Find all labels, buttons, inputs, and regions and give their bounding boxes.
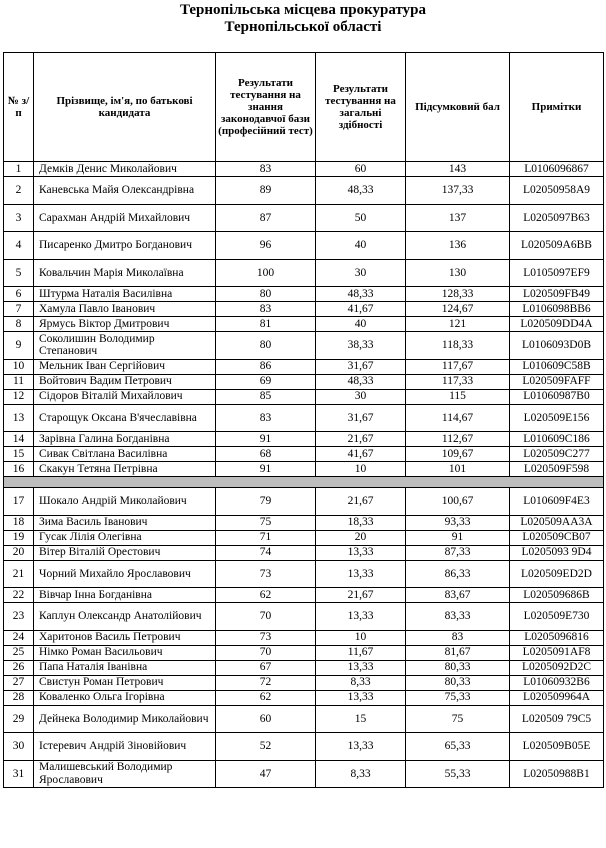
- table-row: [4, 447, 604, 462]
- cell-law: 73: [216, 560, 316, 588]
- separator-row: [4, 477, 604, 488]
- cell-general: 48,33: [316, 177, 406, 205]
- cell-num: 26: [4, 660, 34, 675]
- cell-num: 29: [4, 705, 34, 733]
- document-title: [0, 0, 606, 36]
- cell-note: L020509E730: [510, 603, 604, 631]
- cell-law: 67: [216, 660, 316, 675]
- cell-law: 71: [216, 530, 316, 545]
- cell-name: Папа Наталія Іванівна: [34, 660, 216, 675]
- cell-num: 14: [4, 432, 34, 447]
- cell-total: 137,33: [406, 177, 510, 205]
- table-row: [4, 259, 604, 287]
- header-row: [4, 53, 604, 162]
- table-row: [4, 302, 604, 317]
- cell-num: 7: [4, 302, 34, 317]
- cell-total: 137: [406, 204, 510, 232]
- cell-total: 118,33: [406, 332, 510, 360]
- cell-name: Зима Василь Іванович: [34, 515, 216, 530]
- cell-general: 13,33: [316, 690, 406, 705]
- cell-total: 100,67: [406, 488, 510, 516]
- cell-name: Вівчар Інна Богданівна: [34, 588, 216, 603]
- cell-note: L010609F4E3: [510, 488, 604, 516]
- table-row: [4, 317, 604, 332]
- table-row: [4, 645, 604, 660]
- cell-total: 83,67: [406, 588, 510, 603]
- cell-general: 48,33: [316, 374, 406, 389]
- cell-name: Малишевський Володимир Ярославович: [34, 760, 216, 788]
- cell-note: L02050988B1: [510, 760, 604, 788]
- cell-note: L02050958A9: [510, 177, 604, 205]
- cell-name: Харитонов Василь Петрович: [34, 630, 216, 645]
- cell-num: 2: [4, 177, 34, 205]
- cell-name: Штурма Наталія Василівна: [34, 287, 216, 302]
- cell-law: 91: [216, 432, 316, 447]
- cell-law: 73: [216, 630, 316, 645]
- cell-name: Мельник Іван Сергійович: [34, 359, 216, 374]
- cell-total: 93,33: [406, 515, 510, 530]
- cell-total: 65,33: [406, 733, 510, 761]
- cell-total: 80,33: [406, 675, 510, 690]
- title-line-1: Тернопільська місцева прокуратура: [179, 2, 427, 18]
- table-row: [4, 177, 604, 205]
- cell-law: 80: [216, 332, 316, 360]
- cell-note: L020509AA3A: [510, 515, 604, 530]
- table-row: [4, 690, 604, 705]
- cell-name: Войтович Вадим Петрович: [34, 374, 216, 389]
- cell-num: 10: [4, 359, 34, 374]
- cell-num: 16: [4, 462, 34, 477]
- cell-note: L0205091AF8: [510, 645, 604, 660]
- cell-law: 60: [216, 705, 316, 733]
- table-row: [4, 630, 604, 645]
- cell-total: 112,67: [406, 432, 510, 447]
- cell-num: 28: [4, 690, 34, 705]
- cell-num: 11: [4, 374, 34, 389]
- cell-total: 128,33: [406, 287, 510, 302]
- cell-name: Скакун Тетяна Петрівна: [34, 462, 216, 477]
- table-row: [4, 705, 604, 733]
- cell-name: Зарівна Галина Богданівна: [34, 432, 216, 447]
- cell-general: 13,33: [316, 603, 406, 631]
- cell-total: 109,67: [406, 447, 510, 462]
- cell-note: L020509686B: [510, 588, 604, 603]
- cell-general: 40: [316, 317, 406, 332]
- cell-note: L020509C277: [510, 447, 604, 462]
- table-row: [4, 660, 604, 675]
- cell-note: L020509E156: [510, 404, 604, 432]
- cell-name: Каневська Майя Олександрівна: [34, 177, 216, 205]
- table-row: [4, 530, 604, 545]
- cell-num: 17: [4, 488, 34, 516]
- cell-law: 70: [216, 603, 316, 631]
- cell-name: Свистун Роман Петрович: [34, 675, 216, 690]
- cell-law: 69: [216, 374, 316, 389]
- cell-total: 87,33: [406, 545, 510, 560]
- cell-law: 86: [216, 359, 316, 374]
- header-name: Прізвище, ім'я, по батькові кандидата: [34, 53, 216, 162]
- cell-note: L020509DD4A: [510, 317, 604, 332]
- cell-name: Соколишин Володимир Степанович: [34, 332, 216, 360]
- separator-cell: [4, 477, 604, 488]
- cell-law: 100: [216, 259, 316, 287]
- cell-name: Істеревич Андрій Зіновійович: [34, 733, 216, 761]
- cell-num: 6: [4, 287, 34, 302]
- cell-num: 12: [4, 389, 34, 404]
- cell-note: L0106096867: [510, 162, 604, 177]
- cell-num: 23: [4, 603, 34, 631]
- cell-total: 117,67: [406, 359, 510, 374]
- cell-law: 96: [216, 232, 316, 260]
- cell-general: 10: [316, 630, 406, 645]
- results-table: [3, 52, 604, 788]
- cell-note: L020509F598: [510, 462, 604, 477]
- cell-name: Писаренко Дмитро Богданович: [34, 232, 216, 260]
- cell-law: 52: [216, 733, 316, 761]
- cell-general: 15: [316, 705, 406, 733]
- cell-law: 68: [216, 447, 316, 462]
- header-general: Результати тестування на загальні здібності: [316, 53, 406, 162]
- cell-general: 11,67: [316, 645, 406, 660]
- table-row: [4, 733, 604, 761]
- cell-general: 41,67: [316, 447, 406, 462]
- cell-general: 31,67: [316, 404, 406, 432]
- cell-name: Ковальчин Марія Миколаївна: [34, 259, 216, 287]
- table-row: [4, 545, 604, 560]
- cell-general: 21,67: [316, 588, 406, 603]
- cell-name: Гусак Лілія Олегівна: [34, 530, 216, 545]
- cell-total: 143: [406, 162, 510, 177]
- cell-num: 9: [4, 332, 34, 360]
- cell-general: 40: [316, 232, 406, 260]
- cell-name: Каплун Олександр Анатолійович: [34, 603, 216, 631]
- cell-num: 3: [4, 204, 34, 232]
- header-law: Результати тестування на знання законодавчої бази (професійний тест): [216, 53, 316, 162]
- cell-name: Коваленко Ольга Ігорівна: [34, 690, 216, 705]
- cell-num: 20: [4, 545, 34, 560]
- table-row: [4, 287, 604, 302]
- cell-total: 80,33: [406, 660, 510, 675]
- cell-note: L010609C186: [510, 432, 604, 447]
- cell-general: 30: [316, 259, 406, 287]
- cell-name: Дейнека Володимир Миколайович: [34, 705, 216, 733]
- table-row: [4, 462, 604, 477]
- cell-note: L020509A6BB: [510, 232, 604, 260]
- cell-note: L010609C58B: [510, 359, 604, 374]
- table-row: [4, 162, 604, 177]
- cell-note: L020509 79C5: [510, 705, 604, 733]
- table-row: [4, 603, 604, 631]
- cell-total: 124,67: [406, 302, 510, 317]
- cell-total: 114,67: [406, 404, 510, 432]
- cell-law: 62: [216, 690, 316, 705]
- header-notes: Примітки: [510, 53, 604, 162]
- table-row: [4, 675, 604, 690]
- cell-name: Шокало Андрій Миколайович: [34, 488, 216, 516]
- cell-law: 91: [216, 462, 316, 477]
- cell-note: L01060932B6: [510, 675, 604, 690]
- table-row: [4, 588, 604, 603]
- cell-total: 101: [406, 462, 510, 477]
- cell-note: L020509FAFF: [510, 374, 604, 389]
- cell-general: 13,33: [316, 733, 406, 761]
- cell-name: Сарахман Андрій Михайлович: [34, 204, 216, 232]
- cell-num: 1: [4, 162, 34, 177]
- cell-general: 21,67: [316, 432, 406, 447]
- cell-note: L020509FB49: [510, 287, 604, 302]
- cell-num: 30: [4, 733, 34, 761]
- cell-name: Чорний Михайло Ярославович: [34, 560, 216, 588]
- title-line-2: Тернопільської області: [224, 19, 382, 35]
- cell-law: 85: [216, 389, 316, 404]
- cell-law: 72: [216, 675, 316, 690]
- cell-law: 81: [216, 317, 316, 332]
- cell-note: L0205096816: [510, 630, 604, 645]
- cell-name: Ярмусь Віктор Дмитрович: [34, 317, 216, 332]
- cell-law: 79: [216, 488, 316, 516]
- cell-law: 83: [216, 404, 316, 432]
- cell-total: 83: [406, 630, 510, 645]
- cell-note: L01060987B0: [510, 389, 604, 404]
- cell-general: 20: [316, 530, 406, 545]
- table-row: [4, 389, 604, 404]
- cell-num: 18: [4, 515, 34, 530]
- cell-law: 70: [216, 645, 316, 660]
- header-total: Підсумковий бал: [406, 53, 510, 162]
- table-body: [4, 162, 604, 788]
- cell-note: L0106098BB6: [510, 302, 604, 317]
- cell-total: 91: [406, 530, 510, 545]
- cell-law: 62: [216, 588, 316, 603]
- cell-name: Німко Роман Васильович: [34, 645, 216, 660]
- cell-general: 60: [316, 162, 406, 177]
- cell-name: Хамула Павло Іванович: [34, 302, 216, 317]
- cell-num: 31: [4, 760, 34, 788]
- table-row: [4, 515, 604, 530]
- table-row: [4, 432, 604, 447]
- cell-note: L020509964A: [510, 690, 604, 705]
- cell-law: 83: [216, 302, 316, 317]
- cell-general: 38,33: [316, 332, 406, 360]
- cell-general: 31,67: [316, 359, 406, 374]
- cell-num: 25: [4, 645, 34, 660]
- cell-law: 80: [216, 287, 316, 302]
- cell-note: L0205092D2C: [510, 660, 604, 675]
- cell-law: 47: [216, 760, 316, 788]
- cell-note: L020509B05E: [510, 733, 604, 761]
- cell-general: 10: [316, 462, 406, 477]
- cell-general: 8,33: [316, 675, 406, 690]
- cell-total: 130: [406, 259, 510, 287]
- table-row: [4, 488, 604, 516]
- cell-total: 75: [406, 705, 510, 733]
- table-row: [4, 760, 604, 788]
- cell-num: 27: [4, 675, 34, 690]
- cell-general: 13,33: [316, 660, 406, 675]
- cell-note: L0106093D0B: [510, 332, 604, 360]
- cell-num: 24: [4, 630, 34, 645]
- cell-num: 15: [4, 447, 34, 462]
- table-row: [4, 404, 604, 432]
- cell-law: 74: [216, 545, 316, 560]
- cell-note: L0205097B63: [510, 204, 604, 232]
- cell-total: 86,33: [406, 560, 510, 588]
- cell-total: 55,33: [406, 760, 510, 788]
- cell-num: 22: [4, 588, 34, 603]
- cell-general: 48,33: [316, 287, 406, 302]
- cell-general: 50: [316, 204, 406, 232]
- cell-total: 81,67: [406, 645, 510, 660]
- cell-num: 5: [4, 259, 34, 287]
- cell-total: 117,33: [406, 374, 510, 389]
- cell-num: 19: [4, 530, 34, 545]
- cell-general: 21,67: [316, 488, 406, 516]
- cell-general: 8,33: [316, 760, 406, 788]
- cell-total: 136: [406, 232, 510, 260]
- cell-name: Демків Денис Миколайович: [34, 162, 216, 177]
- cell-law: 89: [216, 177, 316, 205]
- cell-general: 18,33: [316, 515, 406, 530]
- table-row: [4, 560, 604, 588]
- cell-name: Сивак Світлана Василівна: [34, 447, 216, 462]
- cell-law: 83: [216, 162, 316, 177]
- cell-note: L020509CB07: [510, 530, 604, 545]
- table-row: [4, 232, 604, 260]
- cell-total: 75,33: [406, 690, 510, 705]
- cell-num: 13: [4, 404, 34, 432]
- cell-note: L0105097EF9: [510, 259, 604, 287]
- cell-general: 13,33: [316, 560, 406, 588]
- header-num: № з/п: [4, 53, 34, 162]
- cell-name: Старощук Оксана В'ячеславівна: [34, 404, 216, 432]
- cell-num: 21: [4, 560, 34, 588]
- cell-total: 83,33: [406, 603, 510, 631]
- cell-law: 75: [216, 515, 316, 530]
- cell-law: 87: [216, 204, 316, 232]
- cell-name: Вітер Віталій Орестович: [34, 545, 216, 560]
- cell-num: 8: [4, 317, 34, 332]
- cell-total: 115: [406, 389, 510, 404]
- cell-general: 30: [316, 389, 406, 404]
- cell-general: 41,67: [316, 302, 406, 317]
- table-row: [4, 359, 604, 374]
- table-row: [4, 332, 604, 360]
- cell-total: 121: [406, 317, 510, 332]
- cell-num: 4: [4, 232, 34, 260]
- table-row: [4, 204, 604, 232]
- table-row: [4, 374, 604, 389]
- cell-name: Сідоров Віталій Михайлович: [34, 389, 216, 404]
- cell-note: L020509ED2D: [510, 560, 604, 588]
- cell-note: L0205093 9D4: [510, 545, 604, 560]
- cell-general: 13,33: [316, 545, 406, 560]
